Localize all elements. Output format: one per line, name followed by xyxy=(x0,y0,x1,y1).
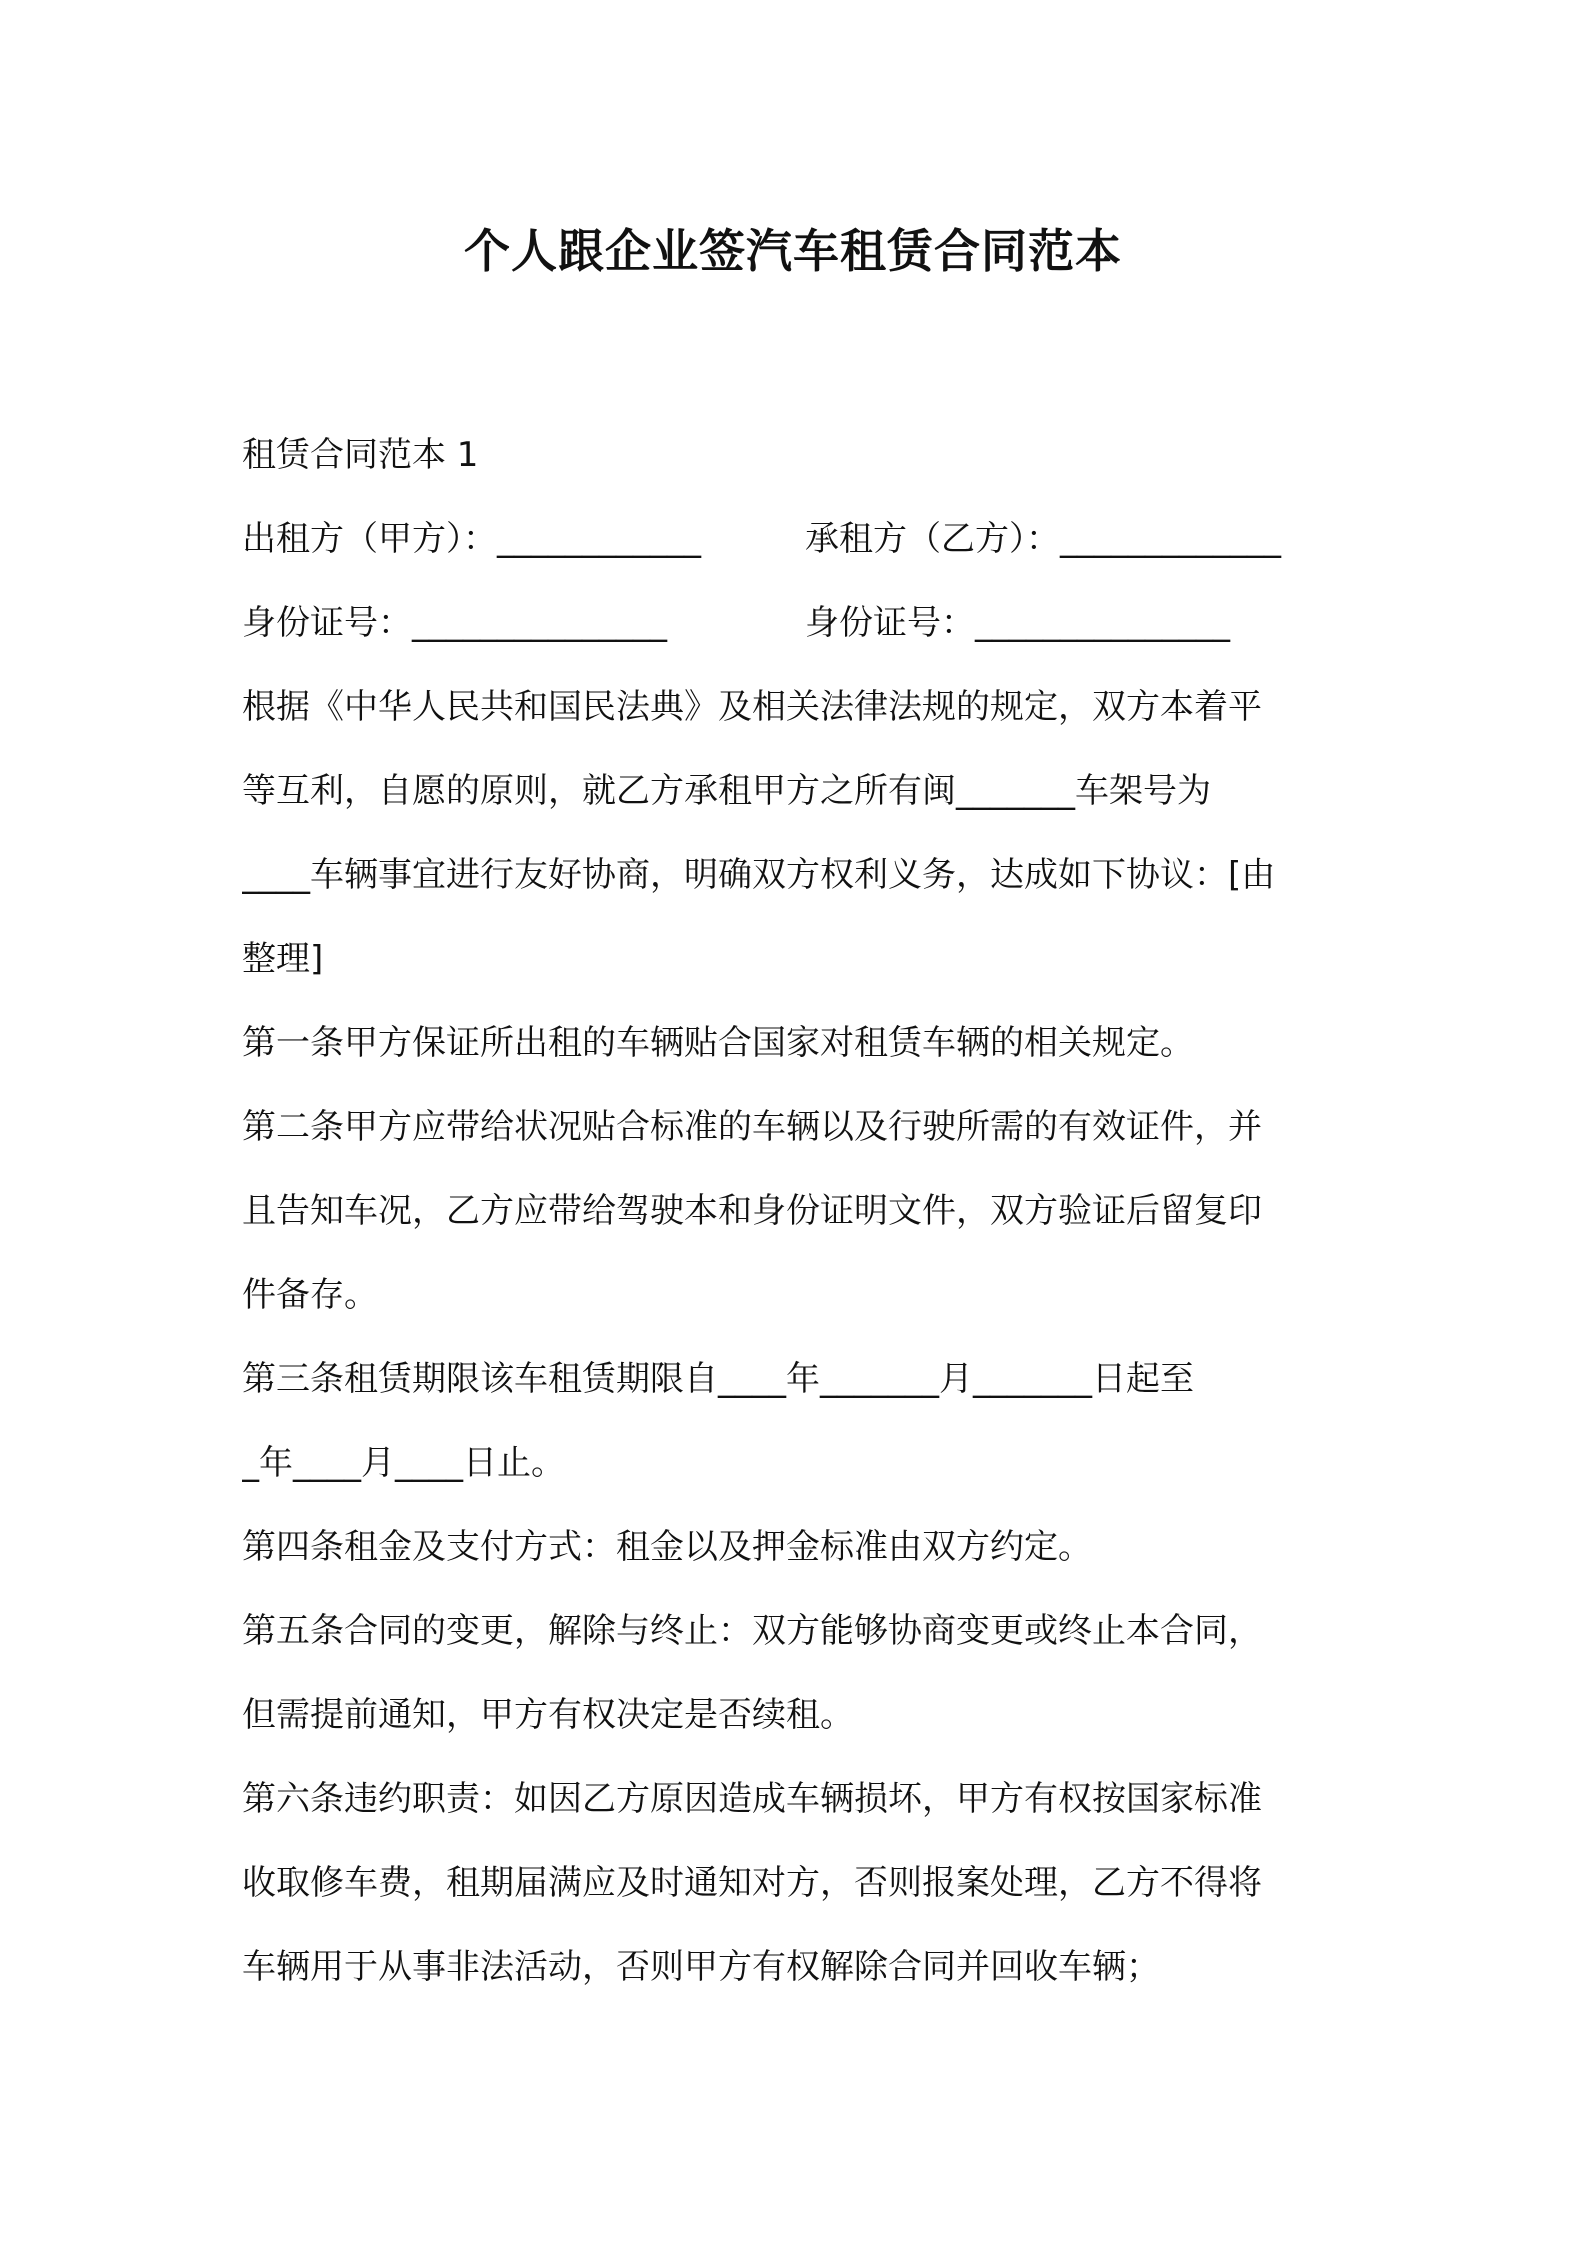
text-line: 但需提前通知，甲方有权决定是否续租。 xyxy=(242,1695,854,1735)
text-line: 第五条合同的变更，解除与终止：双方能够协商变更或终止本合同， xyxy=(242,1611,1262,1651)
text-line: 整理] xyxy=(242,939,324,979)
text-line: 件备存。 xyxy=(242,1275,378,1315)
text-line: 第三条租赁期限该车租赁期限自____年_______月_______日起至 xyxy=(242,1359,1194,1399)
text-line: 收取修车费，租期届满应及时通知对方，否则报案处理，乙方不得将 xyxy=(242,1863,1262,1903)
article-1 xyxy=(242,1001,1354,1085)
text-line: 第四条租金及支付方式：租金以及押金标准由双方约定。 xyxy=(242,1527,1092,1567)
article-5 xyxy=(242,1589,1354,1757)
document-body xyxy=(242,413,1354,2009)
parties-row xyxy=(242,497,1354,581)
text-line: 第一条甲方保证所出租的车辆贴合国家对租赁车辆的相关规定。 xyxy=(242,1023,1194,1063)
article-4 xyxy=(242,1505,1354,1589)
text-line: 第六条违约职责：如因乙方原因造成车辆损坏，甲方有权按国家标准 xyxy=(242,1779,1262,1819)
lessee-id-field: 身份证号：_______________ xyxy=(805,603,1230,643)
text-line: 根据《中华人民共和国民法典》及相关法律法规的规定，双方本着平 xyxy=(242,687,1262,727)
text-line: 且告知车况，乙方应带给驾驶本和身份证明文件，双方验证后留复印 xyxy=(242,1191,1262,1231)
preamble-paragraph xyxy=(242,665,1354,1001)
article-2 xyxy=(242,1085,1354,1337)
text-line: ____车辆事宜进行友好协商，明确双方权利义务，达成如下协议：[由 xyxy=(242,855,1276,895)
text-line: 第二条甲方应带给状况贴合标准的车辆以及行驶所需的有效证件，并 xyxy=(242,1107,1262,1147)
lessee-field: 承租方（乙方）：_____________ xyxy=(805,519,1281,559)
article-6 xyxy=(242,1757,1354,2009)
text-line: 等互利，自愿的原则，就乙方承租甲方之所有闽_______车架号为 xyxy=(242,771,1211,811)
document-title: 个人跟企业签汽车租赁合同范本 xyxy=(464,224,1122,278)
id-row xyxy=(242,581,1354,665)
text-line: _年____月____日止。 xyxy=(242,1443,565,1483)
lessor-id-field: 身份证号：_______________ xyxy=(242,603,667,643)
article-3 xyxy=(242,1337,1354,1505)
lessor-field: 出租方（甲方）：____________ xyxy=(242,519,701,559)
section-heading: 租赁合同范本 1 xyxy=(242,435,479,475)
text-line: 车辆用于从事非法活动，否则甲方有权解除合同并回收车辆； xyxy=(242,1947,1160,1987)
